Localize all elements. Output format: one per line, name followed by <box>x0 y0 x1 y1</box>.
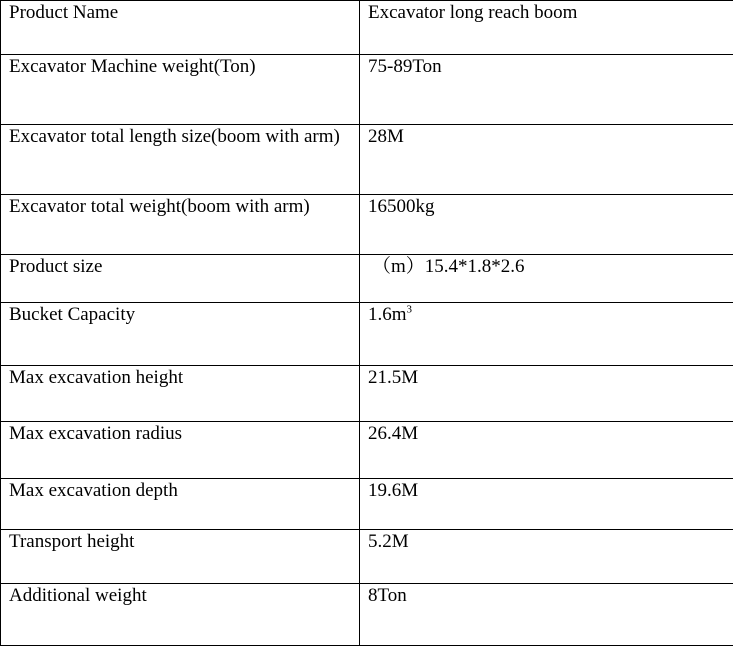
table-row <box>1 530 733 584</box>
row-label: Excavator total weight(boom with arm) <box>1 195 360 255</box>
table-row <box>1 195 733 255</box>
row-label: Excavator Machine weight(Ton) <box>1 55 360 125</box>
row-label: Product size <box>1 255 360 303</box>
row-value <box>360 303 733 366</box>
row-label: Product Name <box>1 1 360 55</box>
row-value: （m）15.4*1.8*2.6 <box>360 255 733 303</box>
table-row <box>1 55 733 125</box>
table-row <box>1 1 733 55</box>
row-label: Bucket Capacity <box>1 303 360 366</box>
row-value: 19.6M <box>360 479 733 530</box>
row-value: 16500kg <box>360 195 733 255</box>
bucket-capacity-value: 1.6m <box>368 304 407 325</box>
row-label: Max excavation height <box>1 366 360 422</box>
row-value: 8Ton <box>360 584 733 646</box>
table-row <box>1 125 733 195</box>
row-label: Excavator total length size(boom with arm) <box>1 125 360 195</box>
row-label: Max excavation depth <box>1 479 360 530</box>
table-row <box>1 479 733 530</box>
row-label: Additional weight <box>1 584 360 646</box>
row-label: Transport height <box>1 530 360 584</box>
row-label: Max excavation radius <box>1 422 360 479</box>
table-row <box>1 255 733 303</box>
row-value: Excavator long reach boom <box>360 1 733 55</box>
table-row <box>1 584 733 646</box>
row-value: 21.5M <box>360 366 733 422</box>
row-value: 26.4M <box>360 422 733 479</box>
table-row <box>1 422 733 479</box>
cubic-superscript: 3 <box>406 303 413 316</box>
row-value: 5.2M <box>360 530 733 584</box>
row-value: 28M <box>360 125 733 195</box>
table-row <box>1 366 733 422</box>
table-row <box>1 303 733 366</box>
row-value: 75-89Ton <box>360 55 733 125</box>
